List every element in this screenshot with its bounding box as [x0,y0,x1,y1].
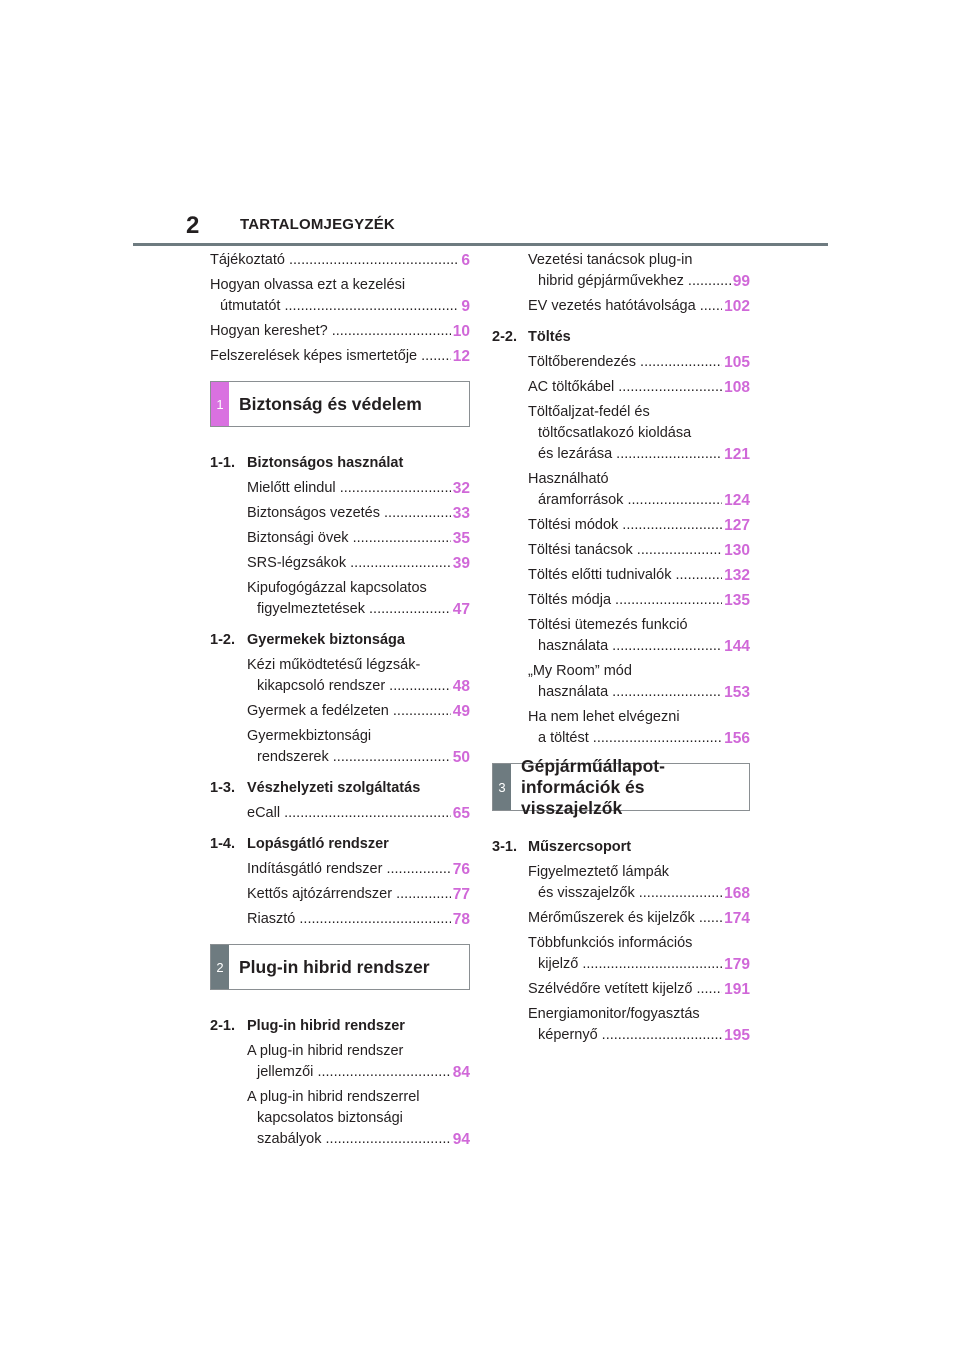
toc-entry[interactable] [492,862,750,904]
chapter-tab: 1 [211,382,229,426]
toc-entry[interactable] [492,707,750,749]
toc-page-link[interactable]: 108 [724,379,750,396]
toc-entry-label: Tájékoztató ..... [210,250,459,271]
toc-entry-label-cont: szabályok ..... [247,1129,451,1150]
toc-entry-label: EV vezetés hatótávolsága ..... [528,296,722,317]
toc-page-link[interactable]: 10 [452,323,470,340]
chapter-3-box[interactable] [492,755,750,818]
toc-page-link[interactable]: 49 [452,703,470,720]
toc-entry-label-cont: kijelző ..... [528,954,722,975]
toc-entry[interactable] [492,515,750,536]
section-number: 2-1. [210,1018,235,1034]
toc-entry-label-cont: útmutatót ..... [210,296,459,317]
chapter-title: Biztonság és védelem [239,393,422,414]
toc-page-link[interactable]: 39 [452,555,470,572]
toc-entry-label: Töltőaljzat-fedél és [528,404,650,420]
header-rule [133,243,828,246]
toc-entry[interactable] [210,726,470,768]
toc-entry[interactable] [210,884,470,905]
chapter-title: Plug-in hibrid rendszer [239,956,430,977]
toc-page-link[interactable]: 191 [724,981,750,998]
toc-entry[interactable] [492,469,750,511]
toc-entry[interactable] [210,346,470,367]
toc-entry[interactable] [492,1004,750,1046]
toc-entry-label: Vezetési tanácsok plug-in [528,252,693,268]
section-number: 3-1. [492,839,517,855]
toc-entry[interactable] [210,528,470,549]
toc-entry[interactable] [210,909,470,930]
toc-page-link[interactable]: 153 [724,684,750,701]
toc-entry-label: Biztonságos vezetés ..... [247,503,451,524]
section-title: Műszercsoport [528,839,632,855]
toc-entry[interactable] [492,615,750,657]
toc-entry-label: Biztonsági övek ..... [247,528,451,549]
page-title: TARTALOMJEGYZÉK [240,216,395,233]
toc-entry-label: A plug-in hibrid rendszer [247,1043,404,1059]
toc-page-link[interactable]: 156 [724,730,750,747]
toc-entry-label: Töltési tanácsok ..... [528,540,722,561]
toc-left-column [210,250,470,1154]
toc-page-link[interactable]: 35 [452,530,470,547]
toc-entry-label-cont: kapcsolatos biztonsági [257,1110,403,1126]
toc-entry-label-cont: kikapcsoló rendszer ..... [247,676,451,697]
toc-entry-label-cont: töltőcsatlakozó kioldása [538,425,692,441]
toc-entry[interactable] [492,661,750,703]
toc-entry[interactable] [492,933,750,975]
section-heading [210,1016,470,1037]
toc-page-link[interactable]: 179 [724,956,750,973]
section-title: Lopásgátló rendszer [247,836,389,852]
toc-entry-label-cont: hibrid gépjárművekhez ..... [528,271,731,292]
toc-page-link[interactable]: 130 [724,542,750,559]
toc-page-link[interactable]: 84 [452,1064,470,1081]
chapter-tab: 3 [493,764,511,810]
toc-entry-label: Hogyan olvassa ezt a kezelési [210,277,406,293]
toc-entry[interactable] [210,803,470,824]
toc-page-link[interactable]: 33 [452,505,470,522]
toc-page-link[interactable]: 135 [724,592,750,609]
page-number: 2 [186,212,200,239]
toc-page-link[interactable]: 12 [452,348,470,365]
toc-entry-label: AC töltőkábel ..... [528,377,722,398]
toc-page-link[interactable]: 105 [724,354,750,371]
toc-entry-label: Többfunkciós információs [528,935,693,951]
section-number: 1-1. [210,455,235,471]
toc-page-link[interactable]: 121 [724,446,750,463]
toc-entry-label: A plug-in hibrid rendszerrel [247,1089,420,1105]
section-number: 1-3. [210,780,235,796]
toc-entry-label-cont: figyelmeztetések ..... [247,599,451,620]
toc-page-link[interactable]: 174 [724,910,750,927]
toc-entry-label: eCall ..... [247,803,451,824]
chapter-tab: 2 [211,945,229,989]
toc-page-link[interactable]: 48 [452,678,470,695]
toc-entry-label: Töltés előtti tudnivalók ..... [528,565,722,586]
toc-page-link[interactable]: 124 [724,492,750,509]
toc-entry-label: Kipufogógázzal kapcsolatos [247,580,427,596]
section-title: Biztonságos használat [247,455,404,471]
toc-entry-label: Energiamonitor/fogyasztás [528,1006,700,1022]
toc-entry-label: Hogyan kereshet? ..... [210,321,451,342]
toc-entry-label: Ha nem lehet elvégezni [528,709,680,725]
toc-page-link[interactable]: 144 [724,638,750,655]
toc-entry-label: Gyermekbiztonsági [247,728,372,744]
toc-entry-label: Töltés módja ..... [528,590,722,611]
section-title: Vészhelyzeti szolgáltatás [247,780,421,796]
toc-entry-label-cont: rendszerek ..... [247,747,451,768]
toc-entry-label: Kettős ajtózárrendszer ..... [247,884,451,905]
toc-entry-label: Használható [528,471,609,487]
chapter-title: Gépjárműállapot- [521,755,665,776]
toc-entry-label-cont: és visszajelzők ..... [528,883,722,904]
toc-entry[interactable] [492,402,750,465]
toc-entry-label: Töltési ütemezés funkció [528,617,688,633]
toc-entry-label: Mielőtt elindul ..... [247,478,451,499]
toc-entry[interactable] [210,655,470,697]
toc-entry-label-cont: képernyő ..... [528,1025,722,1046]
toc-page-link[interactable]: 94 [452,1131,470,1148]
toc-entry-label: Gyermek a fedélzeten ..... [247,701,451,722]
toc-page-link[interactable]: 132 [724,567,750,584]
toc-entry[interactable] [210,553,470,574]
section-heading [210,453,470,474]
toc-entry[interactable] [210,1041,470,1083]
toc-entry[interactable] [492,565,750,586]
toc-entry[interactable] [210,321,470,342]
toc-page-link[interactable]: 76 [452,861,470,878]
chapter-2-box[interactable] [210,944,470,990]
section-heading [210,778,470,799]
toc-entry[interactable] [492,250,750,292]
toc-entry-label: Indításgátló rendszer ..... [247,859,451,880]
toc-page-link[interactable]: 127 [724,517,750,534]
toc-entry-label-cont: és lezárása ..... [528,444,722,465]
toc-entry-label: Töltőberendezés ..... [528,352,722,373]
toc-entry[interactable] [210,578,470,620]
toc-entry-label-cont: használata ..... [528,682,722,703]
toc-entry-label: Riasztó ..... [247,909,451,930]
toc-page-link[interactable]: 77 [452,886,470,903]
toc-entry-label-cont: jellemzői ..... [247,1062,451,1083]
toc-entry[interactable] [210,503,470,524]
toc-page-link[interactable]: 6 [461,252,470,269]
toc-entry[interactable] [492,908,750,929]
toc-page-link[interactable]: 168 [724,885,750,902]
toc-entry[interactable] [492,377,750,398]
toc-entry[interactable] [210,1087,470,1150]
chapter-title-cont: információk és visszajelzők [521,776,645,818]
toc-page-link[interactable]: 50 [452,749,470,766]
toc-page-link[interactable]: 47 [452,601,470,618]
toc-entry[interactable] [492,540,750,561]
toc-entry-label-cont: áramforrások ..... [528,490,722,511]
toc-entry-label: „My Room” mód [528,663,632,679]
toc-page-link[interactable]: 78 [452,911,470,928]
toc-entry-label: Kézi működtetésű légzsák- [247,657,421,673]
section-heading [492,327,750,348]
toc-page-link[interactable]: 32 [452,480,470,497]
toc-page-link[interactable]: 9 [461,298,470,315]
section-heading [210,630,470,651]
toc-entry-label: SRS-légzsákok ..... [247,553,451,574]
toc-entry[interactable] [492,296,750,317]
section-title: Töltés [528,329,571,345]
toc-page-link[interactable]: 65 [452,805,470,822]
toc-entry[interactable] [492,590,750,611]
toc-entry[interactable] [492,352,750,373]
toc-entry-label-cont: a töltést ..... [528,728,722,749]
toc-page-link[interactable]: 99 [732,273,750,290]
section-number: 1-4. [210,836,235,852]
toc-entry-label: Felszerelések képes ismertetője ..... [210,346,451,367]
section-number: 1-2. [210,632,235,648]
toc-entry-label: Figyelmeztető lámpák [528,864,670,880]
section-heading [492,837,750,858]
toc-entry[interactable] [210,701,470,722]
toc-page-link[interactable]: 195 [724,1027,750,1044]
toc-entry-label: Töltési módok ..... [528,515,722,536]
toc-entry[interactable] [210,478,470,499]
toc-page-link[interactable]: 102 [724,298,750,315]
toc-entry[interactable] [210,275,470,317]
toc-entry[interactable] [210,859,470,880]
section-title: Plug-in hibrid rendszer [247,1018,405,1034]
page-header [0,0,960,250]
section-title: Gyermekek biztonsága [247,632,405,648]
section-number: 2-2. [492,329,517,345]
toc-entry-label-cont: használata ..... [528,636,722,657]
toc-right-column [492,250,750,1050]
toc-entry-label: Mérőműszerek és kijelzők ..... [528,908,722,929]
toc-entry[interactable] [210,250,470,271]
toc-entry-label: Szélvédőre vetített kijelző ..... [528,979,722,1000]
section-heading [210,834,470,855]
toc-entry[interactable] [492,979,750,1000]
chapter-1-box[interactable] [210,381,470,427]
